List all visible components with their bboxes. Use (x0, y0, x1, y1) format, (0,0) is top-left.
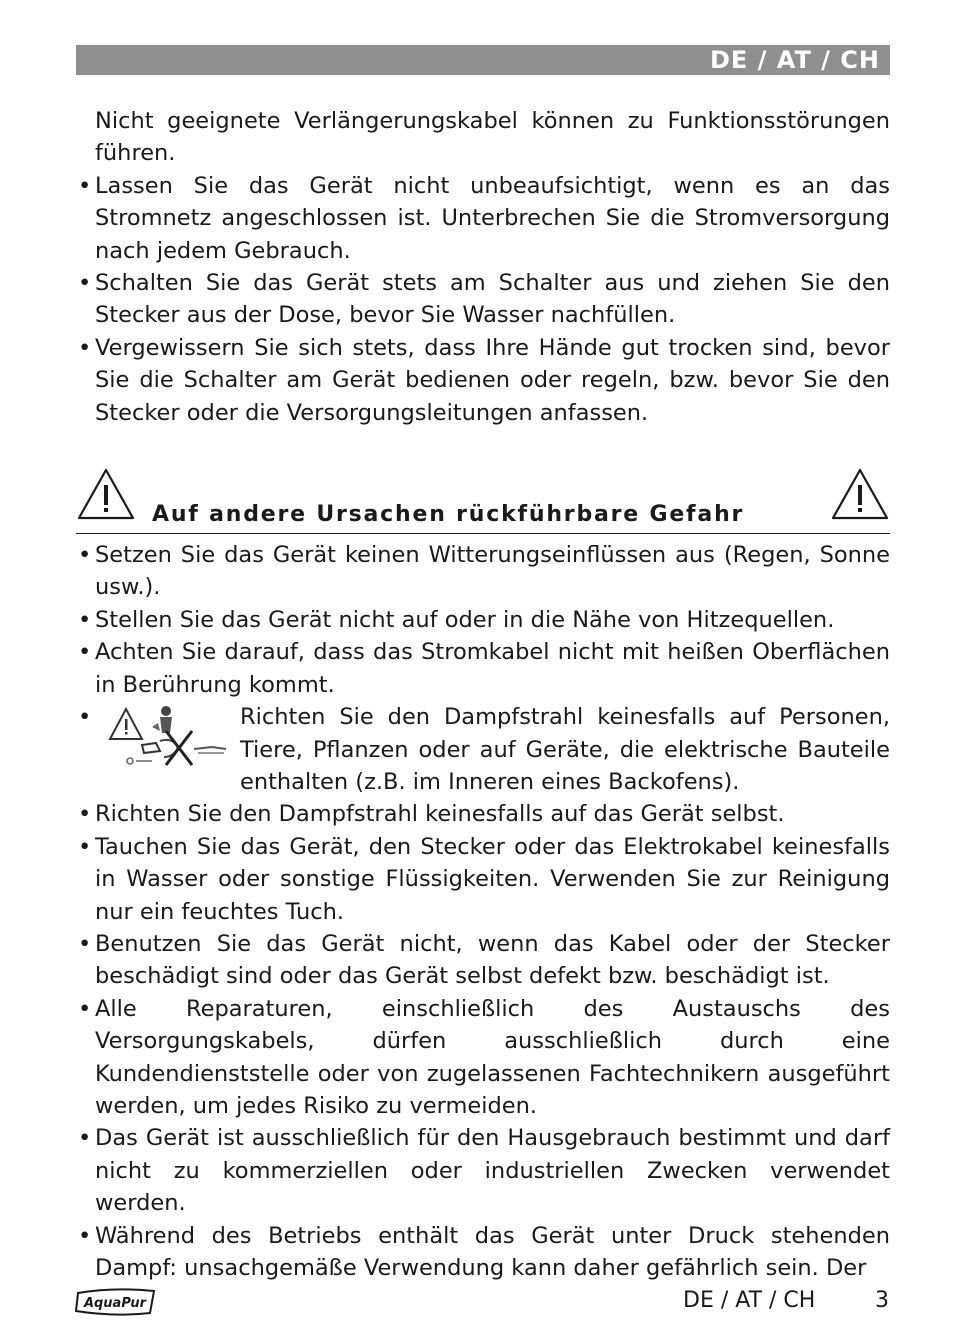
warning-triangle-icon (830, 467, 890, 521)
list-item-text: Tauchen Sie das Gerät, den Stecker oder das Elektrokabel keinesfalls in Wasser oder sonstige Flüssigkeiten. Verwenden Sie zur Reinigung nur ein feuchtes Tuch. (95, 833, 890, 925)
steam-warning-pictogram-icon (108, 701, 228, 769)
bullet-list-top (76, 170, 890, 429)
bullet-icon: • (78, 1222, 92, 1249)
list-item-text: Richten Sie den Dampfstrahl keinesfalls auf das Gerät selbst. (95, 801, 785, 828)
list-item-text: Lassen Sie das Gerät nicht unbeaufsichtigt, wenn es an das Stromnetz angeschlossen ist. Unterbrechen Sie die Stromversorgung nach jedem Gebrauch. (95, 172, 890, 264)
bullet-icon: • (78, 801, 92, 828)
page-content (76, 105, 890, 1284)
warning-triangle-icon (76, 467, 136, 521)
header-bar (76, 45, 890, 75)
list-item (76, 1122, 890, 1219)
list-item-with-pictogram (76, 701, 890, 798)
list-item-text: Alle Reparaturen, einschließlich des Austauschs des Versorgungskabels, dürfen ausschließlich durch eine Kundendienststelle oder von zugelassenen Fachtechnikern ausgeführt werden, um jedes Risiko zu vermeiden. (95, 995, 890, 1119)
list-item (76, 831, 890, 928)
intro-continuation: Nicht geeignete Verlängerungskabel können zu Funktionsstörungen führen. (95, 108, 890, 167)
list-item (76, 928, 890, 993)
list-item (76, 993, 890, 1123)
list-item-text: Achten Sie darauf, dass das Stromkabel nicht mit heißen Oberflächen in Berührung kommt. (95, 639, 890, 698)
bullet-icon: • (78, 172, 92, 199)
list-item-text: Benutzen Sie das Gerät nicht, wenn das Kabel oder der Stecker beschädigt sind oder das Gerät selbst defekt bzw. beschädigt ist. (95, 930, 890, 990)
list-item (76, 1220, 890, 1285)
bullet-icon: • (78, 1125, 92, 1152)
aquapur-logo (74, 1285, 158, 1319)
page-number: 3 (875, 1288, 889, 1313)
bullet-icon: • (78, 930, 92, 957)
list-item (76, 267, 890, 332)
bullet-icon: • (78, 995, 92, 1022)
list-item (76, 170, 890, 267)
section-title: Auf andere Ursachen rückführbare Gefahr (152, 502, 745, 528)
list-item-text: Während des Betriebs enthält das Gerät unter Druck stehenden Dampf: unsachgemäße Verwendung kann daher gefährlich sein. Der (95, 1222, 890, 1281)
list-item-text: Richten Sie den Dampfstrahl keinesfalls auf Personen, Tiere, Pflanzen oder auf Geräte, die elektrische Bauteile enthalten (z.B. im Inneren eines Backofens). (240, 704, 890, 795)
list-item (76, 604, 890, 636)
list-item (76, 636, 890, 701)
header-region-label: DE / AT / CH (709, 46, 880, 74)
bullet-icon: • (78, 334, 92, 361)
list-item (76, 539, 890, 604)
svg-text:AquaPur: AquaPur (83, 1296, 147, 1311)
list-item-text: Setzen Sie das Gerät keinen Witterungseinflüssen aus (Regen, Sonne usw.). (95, 542, 890, 601)
list-item (76, 332, 890, 429)
bullet-icon: • (78, 270, 92, 297)
footer-region-label: DE / AT / CH (683, 1288, 816, 1313)
bullet-icon: • (78, 833, 92, 860)
bullet-icon: • (78, 704, 92, 731)
section-heading (76, 467, 890, 534)
list-item-text: Stellen Sie das Gerät nicht auf oder in die Nähe von Hitzequellen. (95, 606, 835, 633)
list-item (76, 798, 890, 830)
list-item-text: Vergewissern Sie sich stets, dass Ihre Hände gut trocken sind, bevor Sie die Schalter am Gerät bedienen oder regeln, bzw. bevor Sie den Stecker oder die Versorgungsleitungen anfassen. (95, 334, 890, 426)
bullet-list-section (76, 539, 890, 1284)
bullet-icon: • (78, 606, 92, 633)
list-item-text: Das Gerät ist ausschließlich für den Hausgebrauch bestimmt und darf nicht zu kommerziellen oder industriellen Zwecken verwendet werden. (95, 1125, 890, 1217)
bullet-icon: • (78, 639, 92, 666)
list-item-text: Schalten Sie das Gerät stets am Schalter aus und ziehen Sie den Stecker aus der Dose, bevor Sie Wasser nachfüllen. (95, 270, 890, 329)
bullet-icon: • (78, 542, 92, 569)
